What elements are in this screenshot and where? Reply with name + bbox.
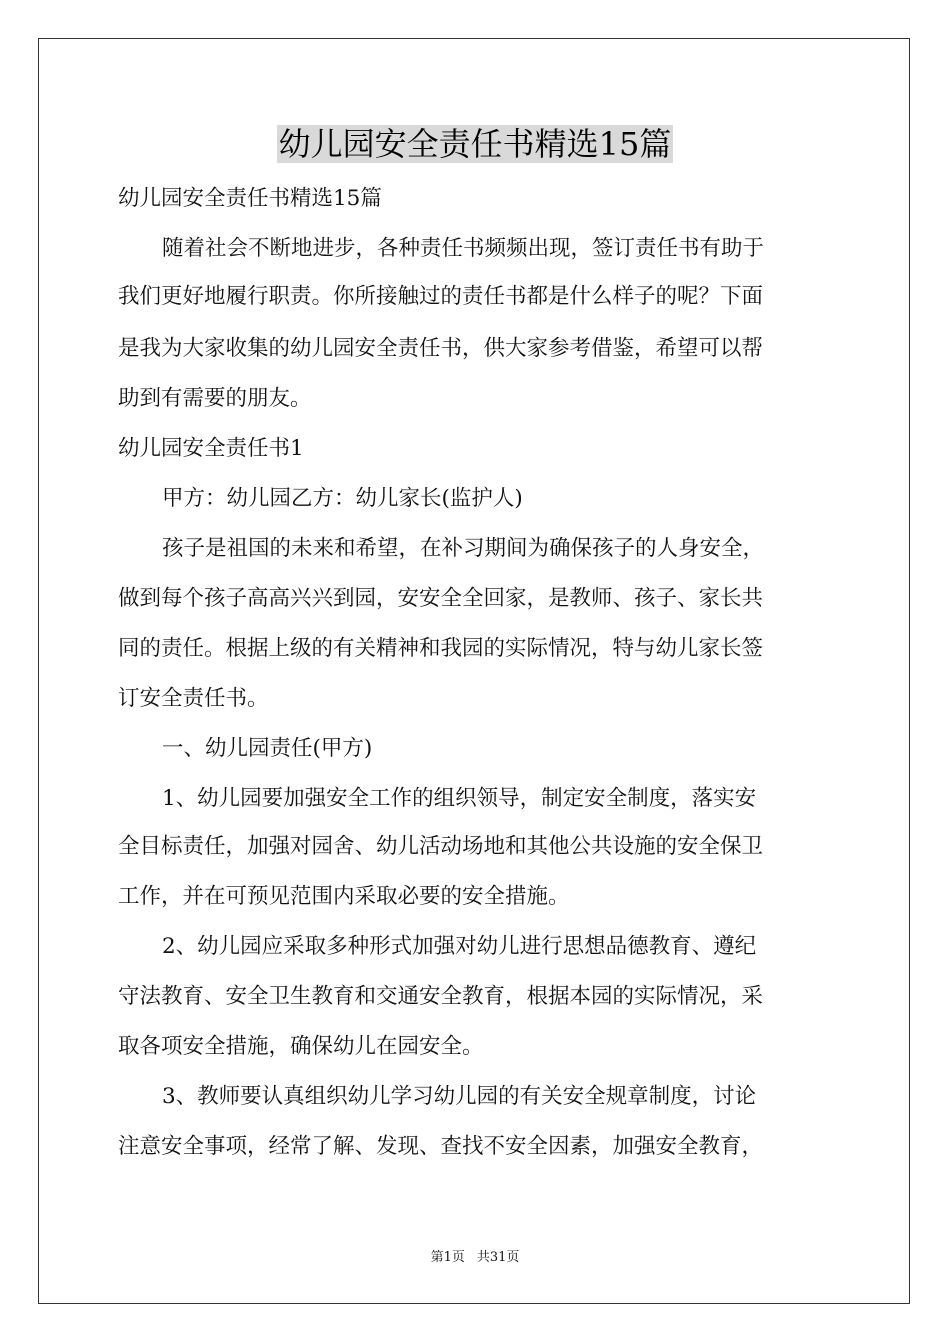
page-border [38,38,910,1304]
paragraph-line: 一、幼儿园责任(甲方) [162,736,373,761]
paragraph-line: 甲方：幼儿园乙方：幼儿家长(监护人) [162,486,523,511]
paragraph-line: 助到有需要的朋友。 [118,386,312,411]
paragraph-line: 1、幼儿园要加强安全工作的组织领导，制定安全制度，落实安 [162,786,757,811]
total-pages: 共31页 [476,1250,520,1265]
section-heading: 幼儿园安全责任书1 [118,436,304,461]
paragraph-line: 2、幼儿园应采取多种形式加强对幼儿进行思想品德教育、遵纪 [162,934,757,959]
paragraph-line: 订安全责任书。 [118,686,269,711]
paragraph-line: 守法教育、安全卫生教育和交通安全教育，根据本园的实际情况，采 [118,984,764,1009]
paragraph-line: 全目标责任，加强对园舍、幼儿活动场地和其他公共设施的安全保卫 [118,834,764,859]
page-footer [0,1246,950,1265]
paragraph-line: 随着社会不断地进步，各种责任书频频出现，签订责任书有助于 [162,236,765,261]
paragraph-line: 取各项安全措施，确保幼儿在园安全。 [118,1034,484,1059]
paragraph-line: 是我为大家收集的幼儿园安全责任书，供大家参考借鉴，希望可以帮 [118,336,764,361]
document-title [0,120,950,168]
paragraph-line: 同的责任。根据上级的有关精神和我园的实际情况，特与幼儿家长签 [118,636,764,661]
paragraph-line: 做到每个孩子高高兴兴到园，安安全全回家，是教师、孩子、家长共 [118,586,764,611]
paragraph-line: 孩子是祖国的未来和希望，在补习期间为确保孩子的人身安全， [162,536,765,561]
page-number: 第1页 [430,1250,465,1265]
subtitle-line: 幼儿园安全责任书精选15篇 [118,186,382,211]
paragraph-line: 我们更好地履行职责。你所接触过的责任书都是什么样子的呢？下面 [118,284,764,309]
title-text: 幼儿园安全责任书精选15篇 [278,125,672,163]
paragraph-line: 3、教师要认真组织幼儿学习幼儿园的有关安全规章制度，讨论 [162,1084,757,1109]
paragraph-line: 工作，并在可预见范围内采取必要的安全措施。 [118,884,570,909]
paragraph-line: 注意安全事项，经常了解、发现、查找不安全因素，加强安全教育， [118,1134,764,1159]
